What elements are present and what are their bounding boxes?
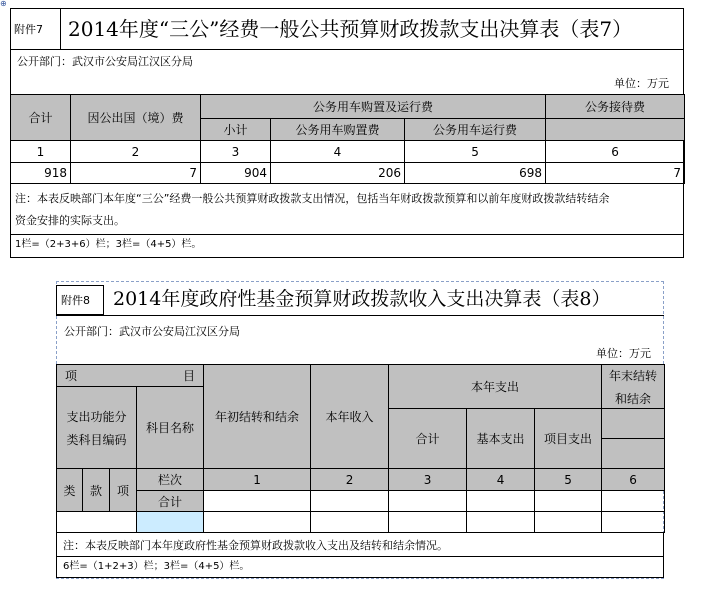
t7-header-car: 公务用车购置及运行费 (201, 95, 546, 119)
t8-col-4: 4 (467, 469, 535, 491)
t8-heji-cell-1 (204, 491, 311, 512)
t8-header-project: 项目支出 (535, 409, 602, 469)
table7-department: 公开部门：武汉市公安局江汉区分局 (17, 55, 193, 68)
t8-header-closing-line2: 和结余 (615, 391, 652, 406)
table8-grid (56, 364, 665, 533)
t7-value-reception: 7 (546, 163, 685, 184)
t8-header-closing (602, 365, 665, 409)
t8-heji-cell-3 (389, 491, 467, 512)
t8-header-closing-line1: 年末结转 (609, 368, 658, 383)
t7-col-5: 5 (405, 141, 546, 163)
t7-col-2: 2 (71, 141, 201, 163)
t8-col-6: 6 (602, 469, 665, 491)
t7-value-car-purchase: 206 (271, 163, 405, 184)
table8-title-rule (56, 315, 664, 316)
t7-header-car-run: 公务用车运行费 (405, 119, 546, 141)
t7-value-car-run: 698 (405, 163, 546, 184)
t8-header-closing-blank-2 (602, 439, 665, 469)
t8-blank-4 (467, 512, 535, 533)
table7-title: 2014年度“三公”经费一般公共预算财政拨款支出决算表（表7） (68, 17, 633, 41)
table7-anchor-icon: ⊕ (0, 0, 7, 8)
table7-unit: 单位：万元 (614, 77, 669, 90)
t7-col-6: 6 (546, 141, 685, 163)
t8-blank-5 (535, 512, 602, 533)
t7-header-subtotal: 小计 (201, 119, 271, 141)
t8-col-3: 3 (389, 469, 467, 491)
t8-header-basic: 基本支出 (467, 409, 535, 469)
table8-formula: 6栏=（1+2+3）栏；3栏=（4+5）栏。 (63, 561, 250, 572)
t8-col-5: 5 (535, 469, 602, 491)
t8-col-2: 2 (311, 469, 389, 491)
t8-selected-cell[interactable] (137, 512, 204, 533)
t8-row-heji-label: 合计 (137, 491, 204, 512)
t8-blank-3 (389, 512, 467, 533)
t8-header-total: 合计 (389, 409, 467, 469)
t8-heji-cell-4 (467, 491, 535, 512)
t7-value-total: 918 (11, 163, 71, 184)
table8-title: 2014年度政府性基金预算财政拨款收入支出决算表（表8） (113, 288, 611, 310)
t7-col-4: 4 (271, 141, 405, 163)
t7-col-1: 1 (11, 141, 71, 163)
table8-department: 公开部门：武汉市公安局江汉区分局 (64, 325, 240, 338)
t8-header-subject: 科目名称 (137, 387, 204, 469)
table8-note-rule (56, 556, 664, 557)
table8-note: 注：本表反映部门本年度政府性基金预算财政拨款收入支出及结转和结余情况。 (63, 539, 448, 552)
t8-header-lanci: 栏次 (137, 469, 204, 491)
t8-header-opening: 年初结转和结余 (204, 365, 311, 469)
t7-header-reception: 公务接待费 (546, 95, 685, 119)
t8-header-func-code-line1: 支出功能分 (66, 409, 127, 424)
t7-header-abroad: 因公出国（境）费 (71, 95, 201, 141)
table7-formula: 1栏=（2+3+6）栏；3栏=（4+5）栏。 (15, 239, 202, 250)
t8-header-item-mu (57, 365, 204, 387)
table8-tag: 附件8 (61, 294, 90, 307)
t8-blank-code (57, 512, 137, 533)
table7-note-rule (10, 234, 684, 235)
table8-unit: 单位：万元 (596, 347, 651, 360)
t7-header-car-purchase: 公务用车购置费 (271, 119, 405, 141)
t8-header-func-code-line2: 类科目编码 (66, 432, 127, 447)
t8-heji-cell-6 (602, 491, 665, 512)
t8-blank-1 (204, 512, 311, 533)
t8-header-func-code (57, 387, 137, 469)
t8-header-item: 项 (65, 369, 78, 383)
t8-blank-6 (602, 512, 665, 533)
t8-blank-2 (311, 512, 389, 533)
t8-col-1: 1 (204, 469, 311, 491)
t7-header-reception-blank (546, 119, 685, 141)
t8-header-lei: 类 (57, 469, 83, 512)
t8-header-expense: 本年支出 (389, 365, 602, 409)
table7-note-line1: 注：本表反映部门本年度“三公”经费一般公共预算财政拨款支出情况，包括当年财政拨款预算和以前年度财政拨款结转结余 (15, 192, 610, 205)
t7-value-subtotal: 904 (201, 163, 271, 184)
table7-tag: 附件7 (14, 23, 43, 36)
t8-header-income: 本年收入 (311, 365, 389, 469)
t8-header-closing-blank (602, 409, 665, 439)
t8-heji-cell-5 (535, 491, 602, 512)
t8-header-kuan: 款 (83, 469, 110, 512)
table7-note-line2: 资金安排的实际支出。 (15, 214, 125, 227)
t7-col-3: 3 (201, 141, 271, 163)
t8-header-mu: 目 (183, 369, 196, 383)
table7-grid (10, 94, 685, 184)
t8-heji-cell-2 (311, 491, 389, 512)
t7-value-abroad: 7 (71, 163, 201, 184)
table7-title-rule (10, 49, 684, 50)
t7-header-total: 合计 (11, 95, 71, 141)
t8-header-xiang: 项 (110, 469, 137, 512)
